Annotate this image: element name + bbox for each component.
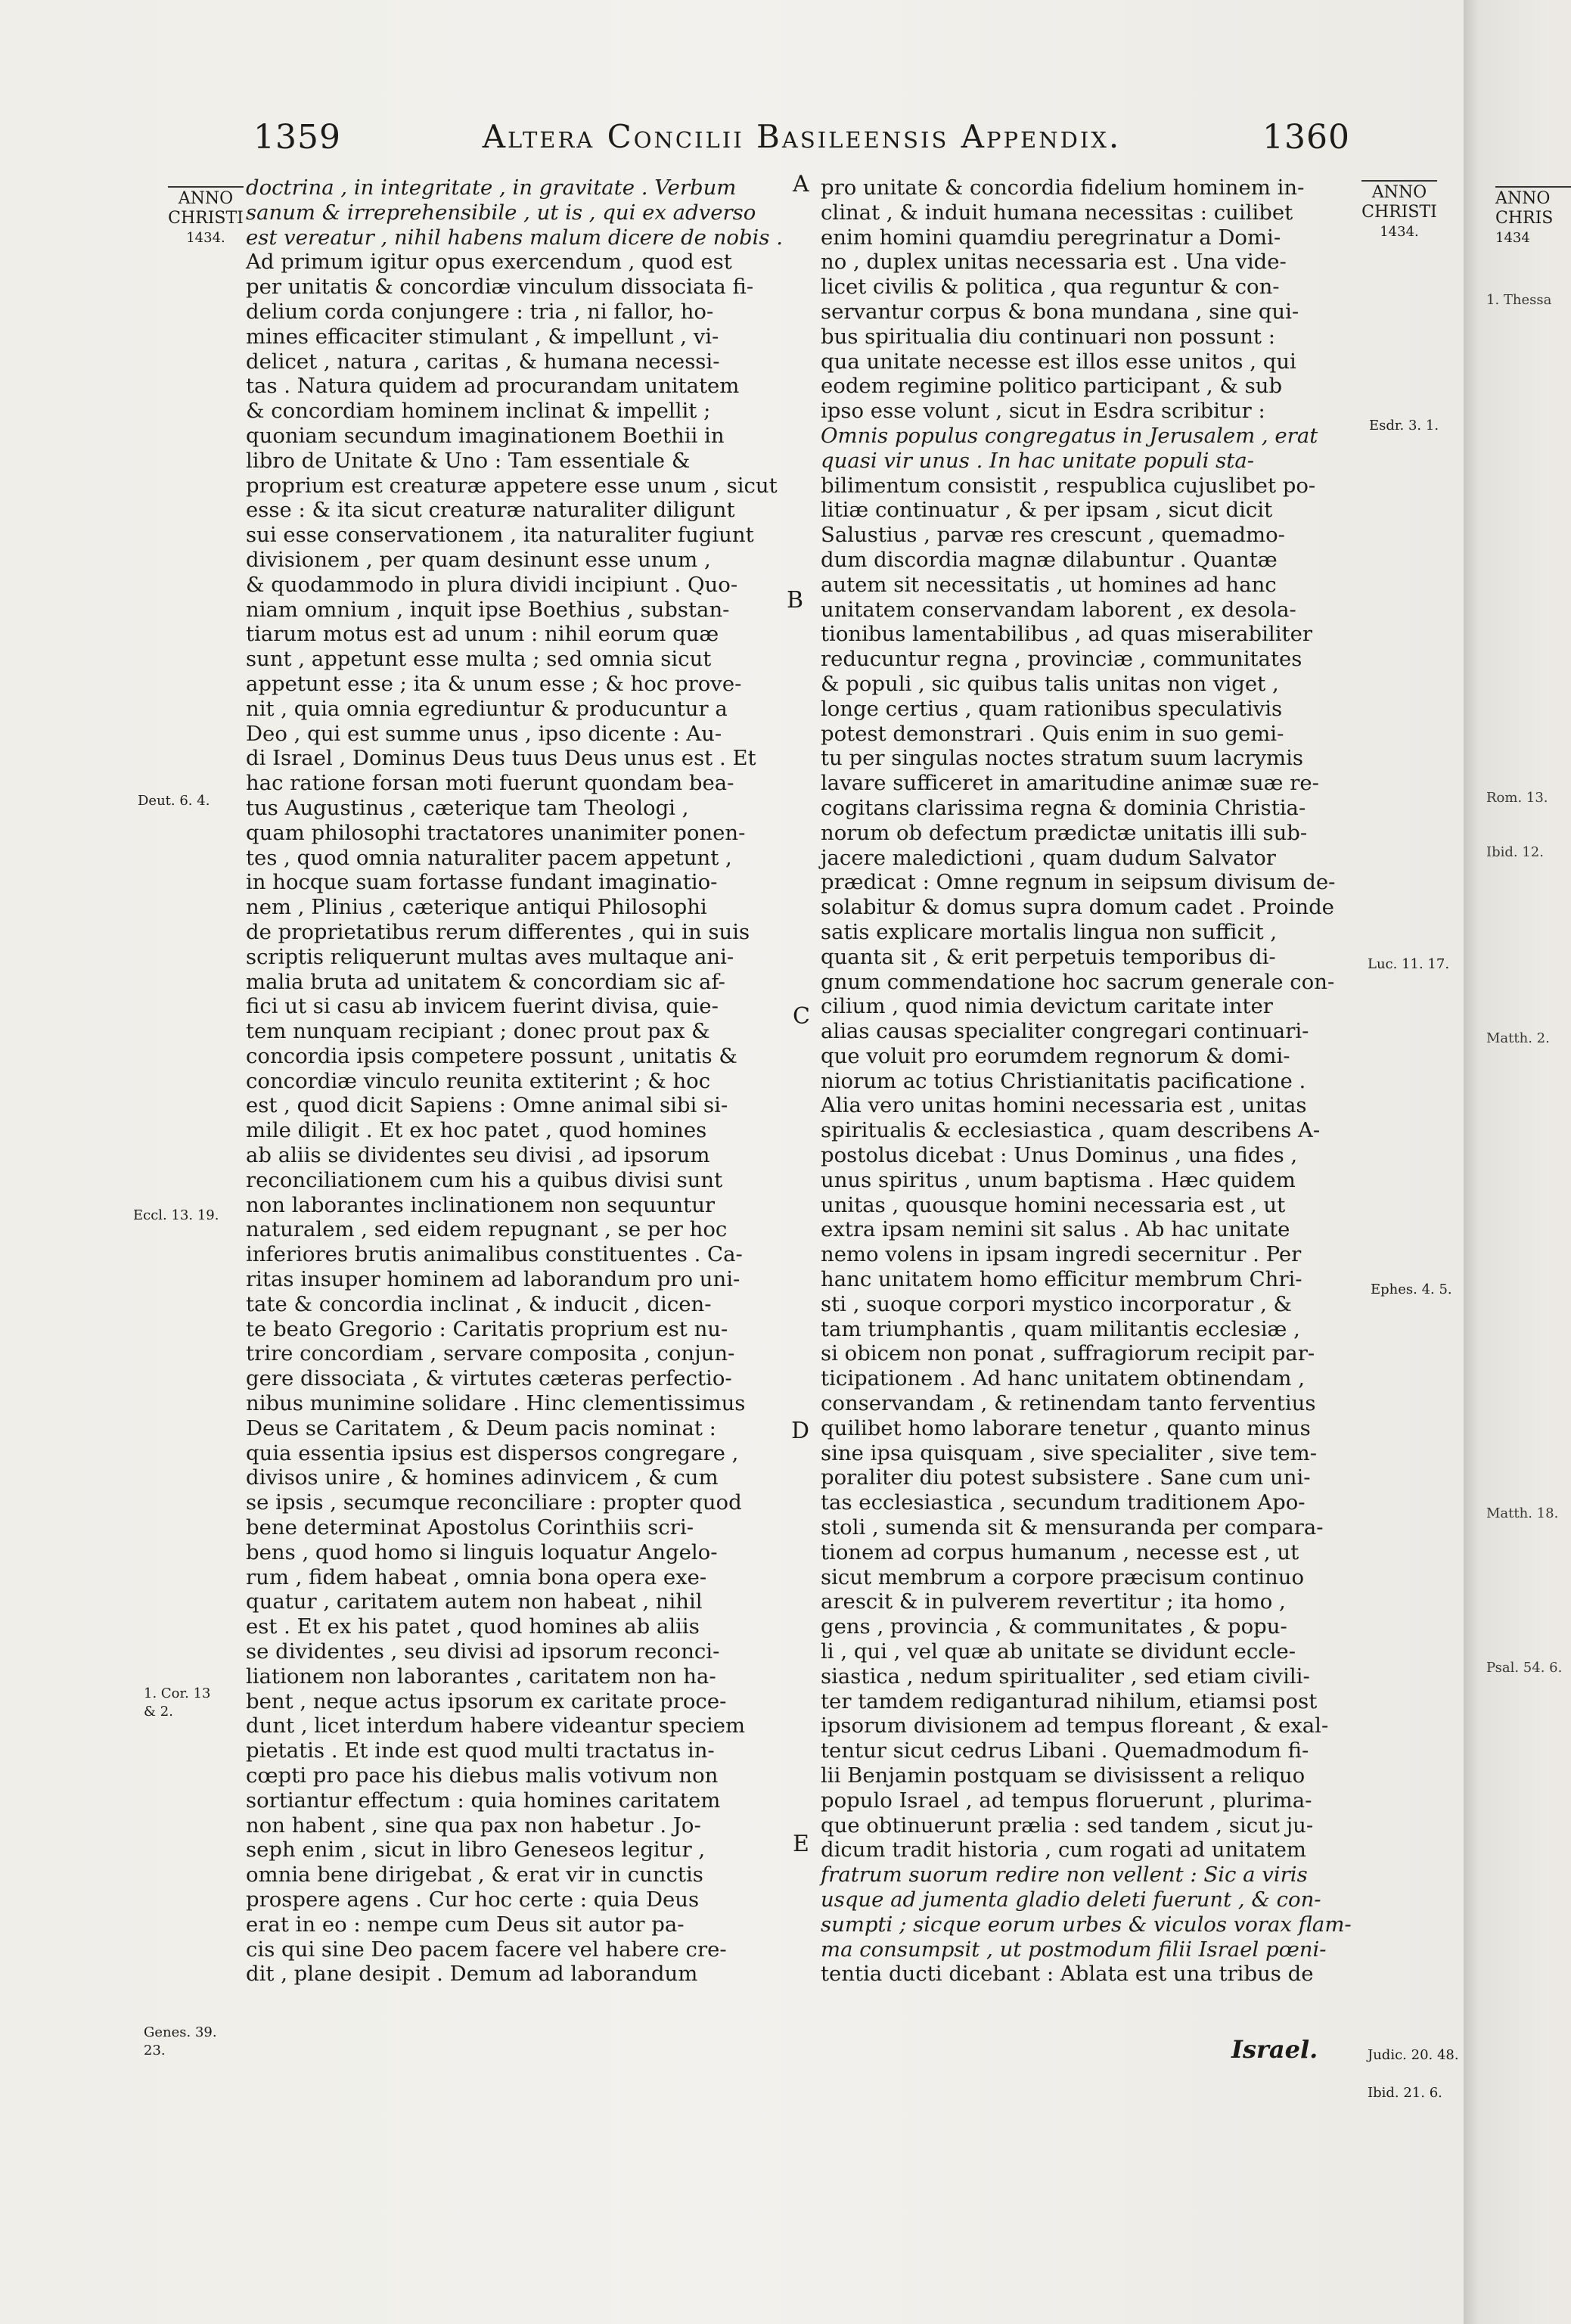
text-line: hanc unitatem homo efficitur membrum Chri- — [821, 1267, 1302, 1292]
text-line: lavare sufficeret in amaritudine animæ suæ re- — [821, 771, 1319, 796]
running-header — [253, 118, 1350, 163]
anno-christi-left — [168, 186, 244, 248]
text-line: reconciliationem cum his a quibus divisi sunt — [246, 1167, 723, 1192]
text-line: nit , quia omnia egrediuntur & producuntur a — [246, 696, 728, 721]
text-line: concordia ipsis competere possunt , unitatis & — [246, 1043, 737, 1068]
text-line: sti , suoque corpori mystico incorporatur , & — [821, 1291, 1293, 1316]
text-line: tes , quod omnia naturaliter pacem appetunt , — [246, 845, 732, 870]
text-line: unitatem conservandam laborent , ex desola- — [821, 597, 1296, 622]
text-line: sortiantur effectum : quia homines caritatem — [246, 1788, 721, 1813]
text-line: delicet , natura , caritas , & humana necessi- — [246, 349, 720, 374]
next-page-reference: Matth. 2. — [1486, 1030, 1550, 1046]
text-line: unus spiritus , unum baptisma . Hæc quidem — [821, 1167, 1296, 1192]
text-line: tiarum motus est ad unum : nihil eorum quæ — [246, 622, 719, 647]
text-line: inferiores brutis animalibus constituentes . Ca- — [246, 1242, 743, 1267]
next-page-reference: Ibid. 12. — [1486, 844, 1544, 860]
text-line: enim homini quamdiu peregrinatur a Domi- — [821, 225, 1281, 250]
text-line: si obicem non ponat , suffragiorum recipit par- — [821, 1341, 1315, 1366]
text-line: est . Et ex his patet , quod homines ab aliis — [246, 1614, 700, 1639]
text-line: bilimentum consistit , respublica cujuslibet po- — [821, 473, 1316, 498]
text-line: rum , fidem habeat , omnia bona opera exe- — [246, 1564, 707, 1589]
text-line: malia bruta ad unitatem & concordiam sic af- — [246, 969, 725, 994]
text-line: niorum ac totius Christianitatis pacificatione . — [821, 1068, 1306, 1093]
text-line: tas . Natura quidem ad procurandam unitatem — [246, 374, 740, 399]
anno-year: 1434. — [1380, 224, 1419, 240]
text-line: scriptis reliquerunt multas aves multaque ani- — [246, 944, 734, 969]
text-line: ipsorum divisionem ad tempus floreant , & exal- — [821, 1713, 1329, 1738]
text-line: qua unitate necesse est illos esse unitos , qui — [821, 349, 1296, 374]
text-line: jacere maledictioni , quam dudum Salvator — [821, 845, 1276, 870]
text-line: cis qui sine Deo pacem facere vel habere cre- — [246, 1937, 727, 1962]
text-line: quasi vir unus . In hac unitate populi sta- — [821, 448, 1255, 473]
text-line: sunt , appetunt esse multa ; sed omnia sicut — [246, 647, 712, 672]
text-line: gere dissociata , & virtutes cæteras perfectio- — [246, 1366, 732, 1391]
adjacent-page-edge — [1464, 0, 1563, 2324]
text-line: nemo volens in ipsam ingredi secernitur . Per — [821, 1242, 1302, 1267]
text-line: sanum & irreprehensibile , ut is , qui ex adverso — [246, 200, 756, 225]
text-line: pro unitate & concordia fidelium hominem in- — [821, 176, 1305, 200]
section-letter: C — [793, 1003, 810, 1030]
margin-reference: Esdr. 3. 1. — [1369, 418, 1439, 433]
section-letter: A — [793, 171, 809, 197]
anno-year: 1434. — [186, 230, 225, 246]
text-line: dicum tradit historia , cum rogati ad unitatem — [821, 1838, 1306, 1863]
text-line: quanta sit , & erit perpetuis temporibus di- — [821, 944, 1276, 969]
text-line: nem , Plinius , cæterique antiqui Philosophi — [246, 895, 707, 920]
left-text-column — [246, 176, 790, 1987]
text-line: unitas , quousque homini necessaria est , ut — [821, 1192, 1286, 1217]
text-line: non laborantes inclinationem non sequuntur — [246, 1192, 716, 1217]
anno-christi-right — [1361, 180, 1437, 242]
text-line: libro de Unitate & Uno : Tam essentiale & — [246, 448, 691, 473]
margin-reference: Eccl. 13. 19. — [133, 1207, 219, 1223]
text-line: tu per singulas noctes stratum suum lacrymis — [821, 746, 1303, 771]
text-line: ma consumpsit , ut postmodum filii Israel pœni- — [821, 1937, 1327, 1962]
text-line: dum discordia magnæ dilabuntur . Quantæ — [821, 547, 1278, 572]
text-line: tionibus lamentabilibus , ad quas miserabiliter — [821, 622, 1312, 647]
text-line: bent , neque actus ipsorum ex caritate proce- — [246, 1689, 727, 1713]
margin-reference: 1. Cor. 13 — [144, 1686, 211, 1701]
text-line: sui esse conservationem , ita naturaliter fugiunt — [246, 523, 754, 548]
anno-label: ANNO — [1371, 183, 1427, 202]
text-line: per unitatis & concordiæ vinculum dissociata fi- — [246, 275, 754, 300]
text-line: cœpti pro pace his diebus malis votivum non — [246, 1763, 719, 1788]
catchword: Israel. — [1231, 2035, 1318, 2064]
text-line: prædicat : Omne regnum in seipsum divisum de- — [821, 870, 1336, 895]
text-line: trire concordiam , servare composita , conjun- — [246, 1341, 735, 1366]
next-page-reference: Matth. 18. — [1486, 1505, 1559, 1521]
text-line: appetunt esse ; ita & unum esse ; & hoc prove- — [246, 671, 742, 696]
christi-label: CHRIS — [1495, 209, 1554, 228]
text-line: fratrum suorum redire non vellent : Sic a viris — [821, 1863, 1308, 1887]
text-line: cilium , quod nimia devictum caritate inter — [821, 994, 1273, 1019]
text-line: Omnis populus congregatus in Jerusalem , erat — [821, 423, 1318, 448]
text-line: tam triumphantis , quam militantis ecclesiæ , — [821, 1316, 1300, 1341]
text-line: bus spiritualia diu continuari non possunt : — [821, 324, 1275, 349]
text-line: Ad primum igitur opus exercendum , quod est — [246, 250, 732, 275]
text-line: divisos unire , & homines adinvicem , & cum — [246, 1465, 719, 1490]
text-line: potest demonstrari . Quis enim in suo gemi- — [821, 721, 1284, 746]
text-line: di Israel , Dominus Deus tuus Deus unus est . Et — [246, 746, 756, 771]
text-line: cogitans clarissima regna & dominia Christia- — [821, 795, 1306, 820]
anno-label: ANNO — [178, 189, 234, 208]
margin-reference: 23. — [144, 2043, 166, 2058]
text-line: tionem ad corpus humanum , necesse est , ut — [821, 1539, 1299, 1564]
text-line: hac ratione forsan moti fuerunt quondam bea- — [246, 771, 734, 796]
text-line: dunt , licet interdum habere videantur speciem — [246, 1713, 746, 1738]
text-line: concordiæ vinculo reunita extiterint ; & hoc — [246, 1068, 711, 1093]
text-line: usque ad jumenta gladio deleti fuerunt , & con- — [821, 1887, 1321, 1912]
text-line: mines efficaciter stimulant , & impellunt , vi- — [246, 324, 719, 349]
text-line: postolus dicebat : Unus Dominus , una fides , — [821, 1143, 1298, 1168]
text-line: niam omnium , inquit ipse Boethius , substan- — [246, 597, 730, 622]
text-line: ter tamdem rediganturad nihilum, etiamsi post — [821, 1689, 1318, 1713]
text-line: solabitur & domus supra domum cadet . Proinde — [821, 895, 1334, 920]
text-line: siastica , nedum spiritualiter , sed etiam civili- — [821, 1664, 1310, 1689]
text-line: reducuntur regna , provinciæ , communitates — [821, 647, 1302, 672]
text-line: satis explicare mortalis lingua non sufficit , — [821, 919, 1278, 944]
text-line: est vereatur , nihil habens malum dicere de nobis . — [246, 225, 783, 250]
text-line: prospere agens . Cur hoc certe : quia Deus — [246, 1887, 700, 1912]
text-line: gens , provincia , & communitates , & popu- — [821, 1614, 1287, 1639]
text-line: quoniam secundum imaginationem Boethii in — [246, 423, 725, 448]
section-letter: D — [791, 1418, 810, 1444]
text-line: Deo , qui est summe unus , ipso dicente : Au- — [246, 721, 722, 746]
text-line: tas ecclesiastica , secundum traditionem Apo- — [821, 1490, 1306, 1515]
text-line: sine ipsa quisquam , sive specialiter , sive tem- — [821, 1440, 1317, 1465]
text-line: spiritualis & ecclesiastica , quam describens A- — [821, 1118, 1321, 1143]
text-line: & quodammodo in plura dividi incipiunt . Quo- — [246, 572, 738, 597]
margin-reference: & 2. — [144, 1704, 173, 1720]
text-line: erat in eo : nempe cum Deus sit autor pa- — [246, 1912, 685, 1937]
margin-reference: Ibid. 21. 6. — [1368, 2085, 1442, 2101]
text-line: licet civilis & politica , qua reguntur & con- — [821, 275, 1280, 300]
anno-year: 1434 — [1495, 230, 1530, 246]
text-line: quam philosophi tractatores unanimiter ponen- — [246, 820, 746, 845]
text-line: seph enim , sicut in libro Geneseos legitur , — [246, 1838, 706, 1863]
text-line: doctrina , in integritate , in gravitate . Verbum — [246, 176, 737, 200]
text-line: eodem regimine politico participant , & sub — [821, 374, 1283, 399]
next-page-reference: Psal. 54. 6. — [1486, 1660, 1563, 1676]
text-line: divisionem , per quam desinunt esse unum , — [246, 547, 711, 572]
text-line: se dividentes , seu divisi ad ipsorum reconci- — [246, 1639, 720, 1664]
text-line: Salustius , parvæ res crescunt , quemadmo- — [821, 523, 1285, 548]
text-line: ab aliis se dividentes seu divisi , ad ipsorum — [246, 1143, 710, 1168]
text-line: extra ipsam nemini sit salus . Ab hac unitate — [821, 1217, 1290, 1242]
text-line: omnia bene dirigebat , & erat vir in cunctis — [246, 1863, 703, 1887]
margin-reference: Ephes. 4. 5. — [1371, 1282, 1452, 1297]
text-line: que obtinuerunt prælia : sed tandem , sicut ju- — [821, 1813, 1314, 1838]
text-line: liationem non laborantes , caritatem non ha- — [246, 1664, 716, 1689]
text-line: li , qui , vel quæ ab unitate se dividunt eccle- — [821, 1639, 1296, 1664]
text-line: esse : & ita sicut creaturæ naturaliter diligunt — [246, 498, 735, 523]
text-line: proprium est creaturæ appetere esse unum , sicut — [246, 473, 778, 498]
text-line: quilibet homo laborare tenetur , quanto minus — [821, 1415, 1311, 1440]
text-line: ticipationem . Ad hanc unitatem obtinendam , — [821, 1366, 1305, 1391]
text-line: in hocque suam fortasse fundant imaginatio- — [246, 870, 718, 895]
text-line: Deus se Caritatem , & Deum pacis nominat : — [246, 1415, 716, 1440]
page-number-left: 1359 — [253, 118, 341, 157]
text-line: delium corda conjungere : tria , ni fallor, ho- — [246, 299, 714, 324]
text-line: Alia vero unitas homini necessaria est , unitas — [821, 1093, 1307, 1118]
text-line: mile diligit . Et ex hoc patet , quod homines — [246, 1118, 707, 1143]
text-line: & populi , sic quibus talis unitas non viget , — [821, 671, 1279, 696]
text-line: quatur , caritatem autem non habeat , nihil — [246, 1589, 703, 1614]
margin-reference: Deut. 6. 4. — [138, 793, 210, 809]
text-line: sicut membrum a corpore præcisum continuo — [821, 1564, 1305, 1589]
text-line: te beato Gregorio : Caritatis proprium est nu- — [246, 1316, 728, 1341]
text-line: de proprietatibus rerum differentes , qui in suis — [246, 919, 750, 944]
text-line: pietatis . Et inde est quod multi tractatus in- — [246, 1738, 715, 1763]
text-line: tate & concordia inclinat , & inducit , dicen- — [246, 1291, 712, 1316]
text-line: lii Benjamin postquam se divisissent a reliquo — [821, 1763, 1306, 1788]
text-line: autem sit necessitatis , ut homines ad hanc — [821, 572, 1277, 597]
text-line: longe certius , quam rationibus speculativis — [821, 696, 1283, 721]
text-line: servantur corpus & bona mundana , sine qui- — [821, 299, 1299, 324]
text-line: fici ut si casu ab invicem fuerint divisa, quie- — [246, 994, 719, 1019]
text-line: nibus munimine solidare . Hinc clementissimus — [246, 1391, 746, 1416]
text-line: est , quod dicit Sapiens : Omne animal sibi si- — [246, 1093, 728, 1118]
margin-reference: Luc. 11. 17. — [1368, 956, 1450, 972]
text-line: alias causas specialiter congregari continuari- — [821, 1019, 1309, 1044]
text-line: tus Augustinus , cæterique tam Theologi , — [246, 795, 689, 820]
text-line: tentur sicut cedrus Libani . Quemadmodum fi- — [821, 1738, 1309, 1763]
next-page-reference: Rom. 13. — [1486, 790, 1548, 806]
margin-reference: Genes. 39. — [144, 2024, 217, 2040]
text-line: arescit & in pulverem revertitur ; ita homo , — [821, 1589, 1286, 1614]
page-number-right: 1360 — [1262, 118, 1350, 157]
text-line: bens , quod homo si linguis loquatur Angelo- — [246, 1539, 718, 1564]
text-line: dit , plane desipit . Demum ad laborandum — [246, 1962, 698, 1987]
section-letter: E — [793, 1831, 809, 1857]
text-line: bene determinat Apostolus Corinthiis scri- — [246, 1515, 694, 1540]
text-line: stoli , sumenda sit & mensuranda per compara- — [821, 1515, 1324, 1540]
margin-reference: Judic. 20. 48. — [1368, 2047, 1459, 2063]
christi-label: CHRISTI — [168, 209, 244, 228]
text-line: populo Israel , ad tempus floruerunt , plurima- — [821, 1788, 1312, 1813]
text-line: gnum commendatione hoc sacrum generale con- — [821, 969, 1335, 994]
text-line: clinat , & induit humana necessitas : cuilibet — [821, 200, 1293, 225]
text-line: naturalem , sed eidem repugnant , se per hoc — [246, 1217, 728, 1242]
text-line: litiæ continuatur , & per ipsam , sicut dicit — [821, 498, 1273, 523]
next-page-reference: 1. Thessa — [1486, 292, 1552, 308]
christi-label: CHRISTI — [1361, 203, 1437, 222]
right-text-column — [821, 176, 1361, 1987]
text-line: que voluit pro eorumdem regnorum & domi- — [821, 1043, 1290, 1068]
text-line: sumpti ; sicque eorum urbes & viculos vorax flam- — [821, 1912, 1352, 1937]
running-title: Altera Concilii Basileensis Appendix. — [482, 118, 1122, 155]
text-line: tem nunquam recipiant ; donec prout pax & — [246, 1019, 710, 1044]
text-line: ipso esse volunt , sicut in Esdra scribitur : — [821, 399, 1265, 424]
anno-label: ANNO — [1495, 189, 1551, 208]
text-line: se ipsis , secumque reconciliare : propter quod — [246, 1490, 742, 1515]
text-line: conservandam , & retinendam tanto ferventius — [821, 1391, 1316, 1416]
text-line: no , duplex unitas necessaria est . Una vide- — [821, 250, 1287, 275]
text-line: non habent , sine qua pax non habetur . Jo- — [246, 1813, 701, 1838]
text-line: poraliter diu potest subsistere . Sane cum uni- — [821, 1465, 1311, 1490]
text-line: quia essentia ipsius est dispersos congregare , — [246, 1440, 739, 1465]
section-letter: B — [787, 587, 804, 614]
text-line: tentia ducti dicebant : Ablata est una tribus de — [821, 1962, 1314, 1987]
next-page-anno — [1495, 186, 1571, 248]
text-line: & concordiam hominem inclinat & impellit ; — [246, 399, 711, 424]
text-line: ritas insuper hominem ad laborandum pro uni- — [246, 1267, 740, 1292]
text-line: norum ob defectum prædictæ unitatis illi sub- — [821, 820, 1308, 845]
